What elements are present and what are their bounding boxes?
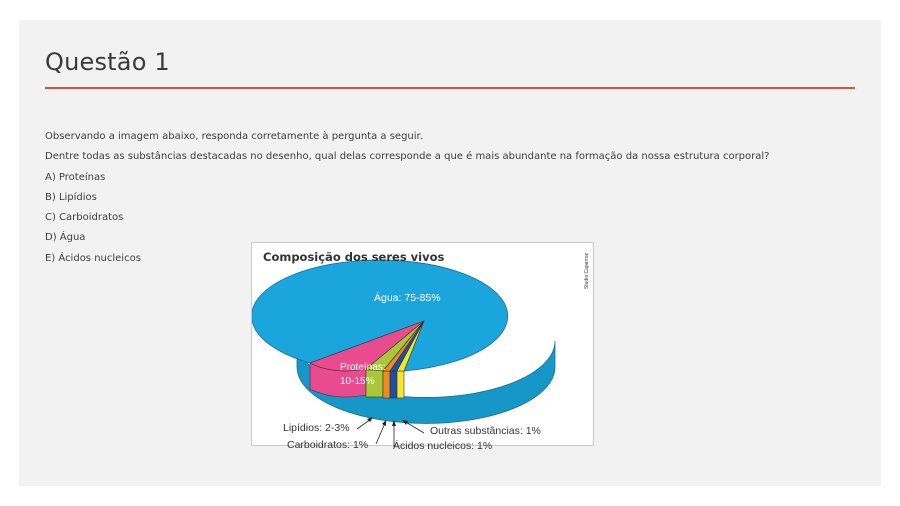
label-proteinas-line2: 10-15% — [340, 376, 375, 387]
title-divider — [45, 87, 855, 89]
option-e: E) Ácidos nucleicos — [45, 252, 141, 264]
leader-carboidratos — [376, 423, 385, 444]
composition-figure — [251, 242, 594, 452]
label-agua: Água: 75-85% — [374, 292, 441, 304]
pie-chart — [252, 243, 595, 447]
slice-carboidratos-side — [383, 371, 390, 398]
label-carboidratos: Carboidratos: 1% — [287, 439, 369, 451]
question-line: Dentre todas as substâncias destacadas no desenho, qual delas corresponde a que é mais abundante na formação da nossa estrutura corporal? — [45, 151, 770, 163]
figure-title: Composição dos seres vivos — [263, 250, 445, 264]
option-b: B) Lipídios — [45, 191, 97, 203]
label-proteinas-line1: Proteínas: — [340, 362, 386, 373]
slice-acidos-side — [390, 371, 397, 398]
image-credit — [582, 246, 592, 296]
option-c: C) Carboidratos — [45, 212, 124, 224]
label-acidos: Ácidos nucleicos: 1% — [393, 440, 493, 452]
option-a: A) Proteínas — [45, 171, 106, 183]
option-d: D) Água — [45, 232, 86, 244]
slide-title: Questão 1 — [45, 48, 170, 76]
label-outras: Outras substâncias: 1% — [430, 425, 541, 437]
intro-text: Observando a imagem abaixo, responda corretamente à pergunta a seguir. — [45, 131, 423, 142]
label-lipidios: Lipídios: 2-3% — [283, 422, 350, 434]
slice-outras-side — [397, 371, 404, 398]
image-credit-text: Studio Caparroz — [584, 252, 590, 290]
